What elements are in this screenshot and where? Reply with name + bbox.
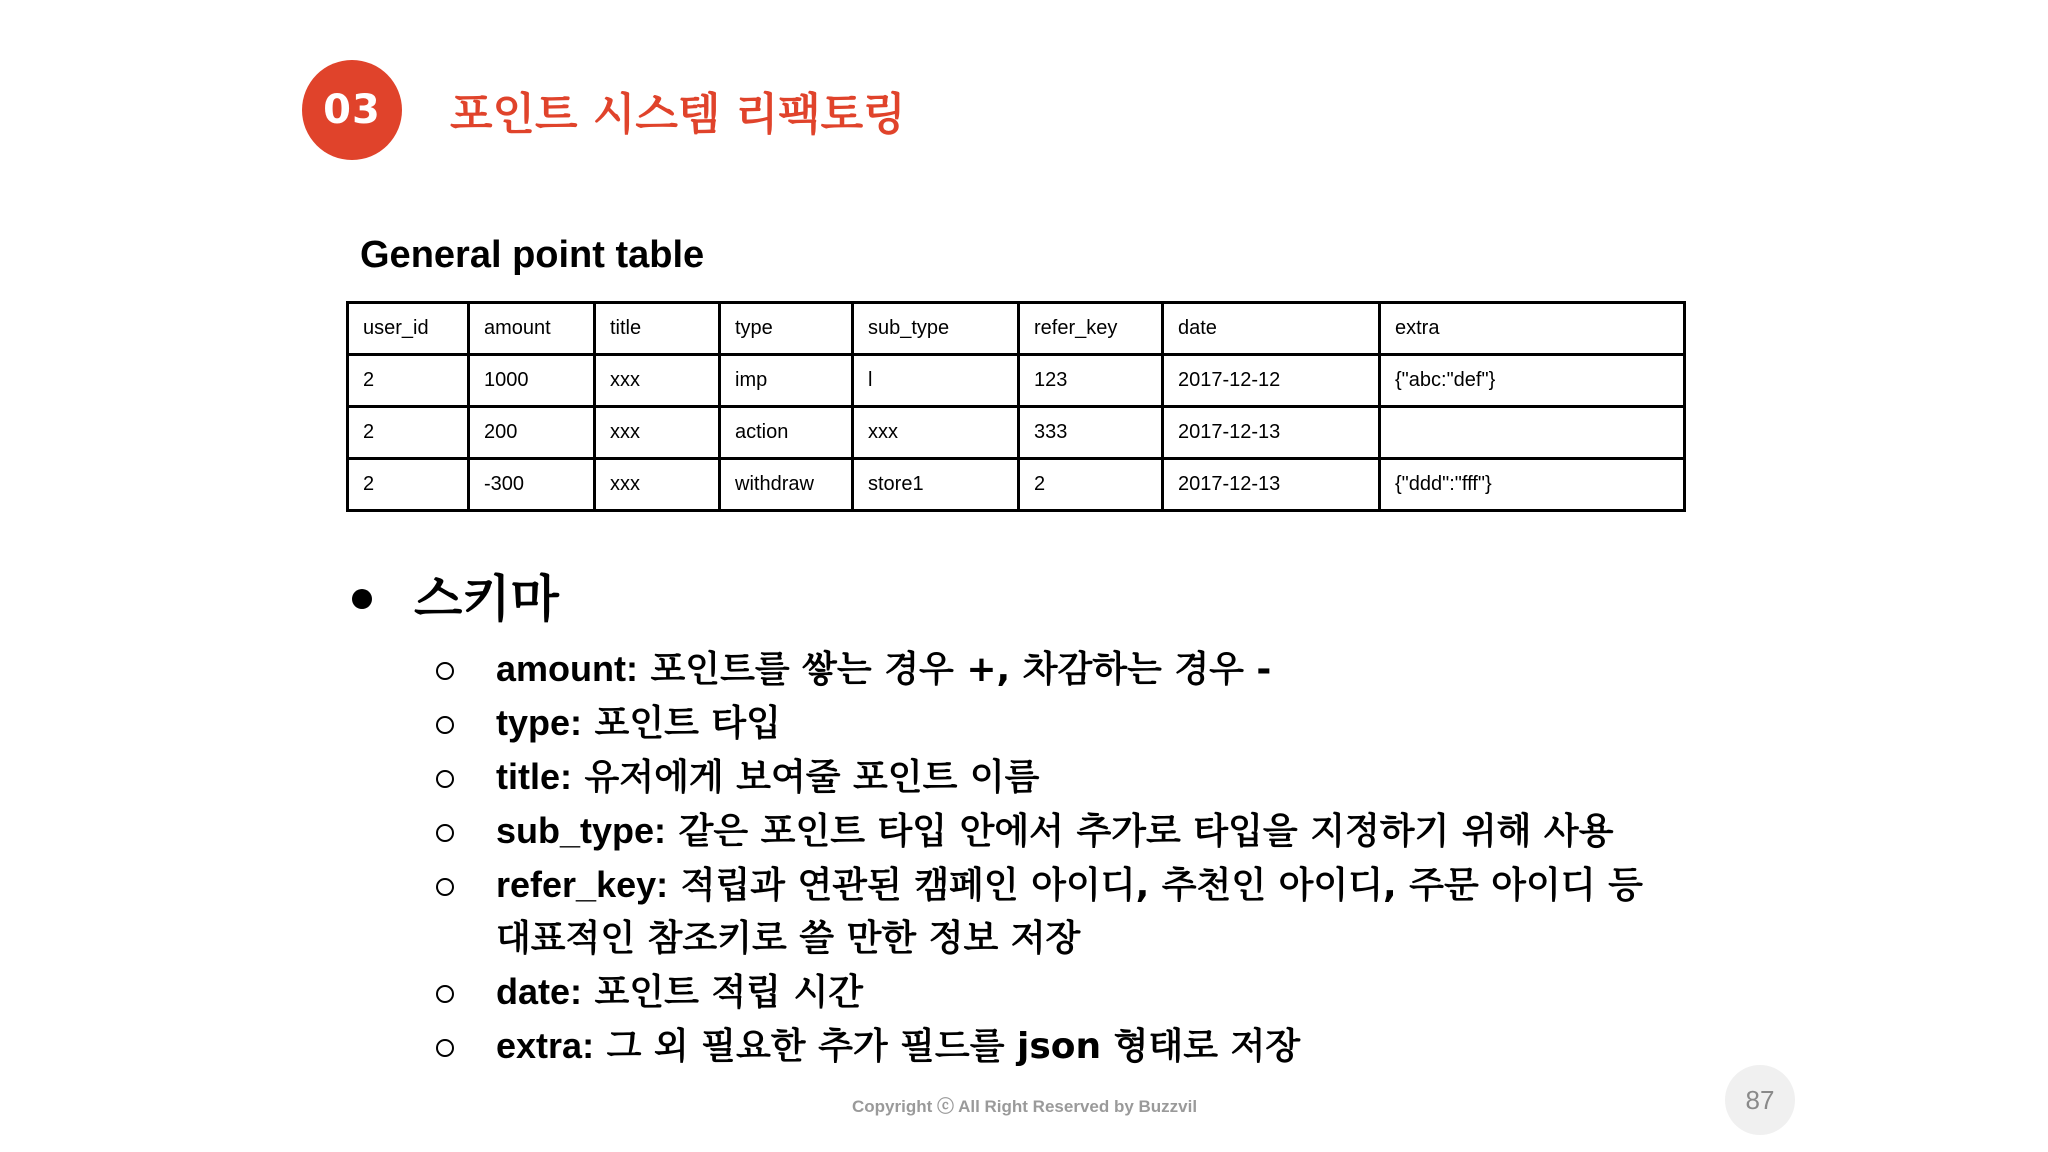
table-cell: {"abc:"def"} xyxy=(1380,355,1685,407)
page-number: 87 xyxy=(1725,1065,1795,1135)
table-cell: 2 xyxy=(1019,459,1163,511)
list-item xyxy=(340,858,1660,965)
table-cell: action xyxy=(720,407,853,459)
column-header: date xyxy=(1163,303,1380,355)
table-row xyxy=(348,459,1685,511)
field-key: title: xyxy=(496,756,572,797)
list-item xyxy=(340,965,1660,1019)
schema-list xyxy=(340,642,1660,1073)
table-row xyxy=(348,407,1685,459)
hollow-bullet-icon xyxy=(436,824,454,842)
table-cell: store1 xyxy=(853,459,1019,511)
table-row xyxy=(348,355,1685,407)
column-header: title xyxy=(595,303,720,355)
hollow-bullet-icon xyxy=(436,1039,454,1057)
table-cell: 2017-12-13 xyxy=(1163,407,1380,459)
field-description: 유저에게 보여줄 포인트 이름 xyxy=(572,757,1040,798)
column-header: amount xyxy=(469,303,595,355)
field-key: date: xyxy=(496,971,583,1012)
table-cell: l xyxy=(853,355,1019,407)
section-number-badge: 03 xyxy=(302,60,402,160)
table-cell: 333 xyxy=(1019,407,1163,459)
table-cell: xxx xyxy=(595,355,720,407)
table-cell: {"ddd":"fff"} xyxy=(1380,459,1685,511)
table-cell: 2 xyxy=(348,459,469,511)
table-cell: xxx xyxy=(853,407,1019,459)
hollow-bullet-icon xyxy=(436,770,454,788)
table-header-row xyxy=(348,303,1685,355)
list-item xyxy=(340,1019,1660,1073)
schema-section xyxy=(340,560,1660,1073)
schema-title: 스키마 xyxy=(414,570,559,628)
list-item xyxy=(340,696,1660,750)
list-item xyxy=(340,804,1660,858)
table-cell: 123 xyxy=(1019,355,1163,407)
table-cell: xxx xyxy=(595,407,720,459)
filled-bullet-icon xyxy=(352,589,372,609)
table-cell: 2 xyxy=(348,355,469,407)
hollow-bullet-icon xyxy=(436,716,454,734)
hollow-bullet-icon xyxy=(436,662,454,680)
field-description: 같은 포인트 타입 안에서 추가로 타입을 지정하기 위해 사용 xyxy=(666,811,1614,852)
hollow-bullet-icon xyxy=(436,878,454,896)
field-description: 그 외 필요한 추가 필드를 json 형태로 저장 xyxy=(594,1026,1301,1067)
field-description: 포인트 타입 xyxy=(582,703,781,744)
table-cell: 2 xyxy=(348,407,469,459)
field-description: 적립과 연관된 캠페인 아이디, 추천인 아이디, 주문 아이디 등 대표적인 참조키로 쓸 만한 정보 저장 xyxy=(496,865,1643,959)
slide-title: 포인트 시스템 리팩토링 xyxy=(450,89,906,140)
table-cell: 2017-12-13 xyxy=(1163,459,1380,511)
column-header: refer_key xyxy=(1019,303,1163,355)
column-header: extra xyxy=(1380,303,1685,355)
field-key: extra: xyxy=(496,1025,595,1066)
column-header: user_id xyxy=(348,303,469,355)
column-header: sub_type xyxy=(853,303,1019,355)
field-key: refer_key: xyxy=(496,864,669,905)
table-cell: withdraw xyxy=(720,459,853,511)
table-caption: General point table xyxy=(360,234,705,276)
schema-heading xyxy=(340,560,1660,630)
table-cell: -300 xyxy=(469,459,595,511)
list-item xyxy=(340,750,1660,804)
table-cell: imp xyxy=(720,355,853,407)
column-header: type xyxy=(720,303,853,355)
copyright-notice: Copyright ⓒ All Right Reserved by Buzzvil xyxy=(852,1097,1198,1116)
field-description: 포인트를 쌓는 경우 +, 차감하는 경우 - xyxy=(637,649,1272,690)
table-cell xyxy=(1380,407,1685,459)
table-cell: 2017-12-12 xyxy=(1163,355,1380,407)
point-table xyxy=(346,301,1686,512)
field-description: 포인트 적립 시간 xyxy=(582,972,864,1013)
field-key: sub_type: xyxy=(496,810,667,851)
table-cell: xxx xyxy=(595,459,720,511)
field-key: amount: xyxy=(496,648,638,689)
field-key: type: xyxy=(496,702,583,743)
table-cell: 1000 xyxy=(469,355,595,407)
hollow-bullet-icon xyxy=(436,985,454,1003)
list-item xyxy=(340,642,1660,696)
table-cell: 200 xyxy=(469,407,595,459)
